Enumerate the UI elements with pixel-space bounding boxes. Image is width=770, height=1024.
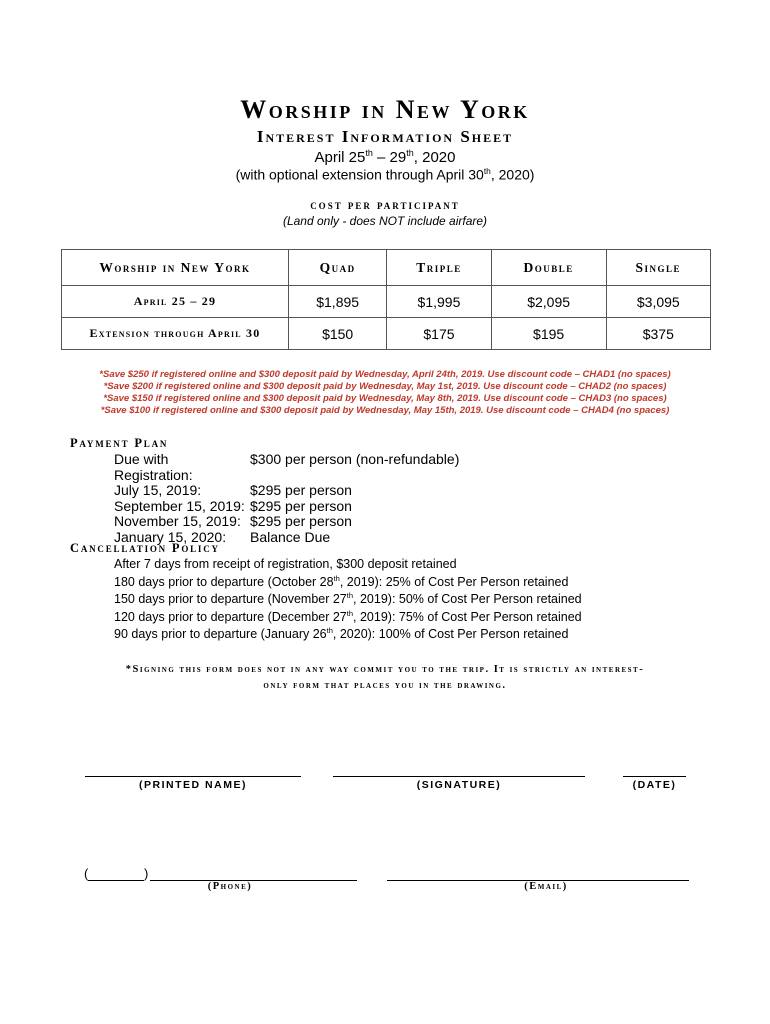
printed-name-line[interactable] (85, 776, 301, 777)
payment-date: September 15, 2019: (114, 497, 245, 514)
table-header-cell: Double (491, 250, 606, 286)
cost-heading: cost per participant (310, 198, 460, 212)
payment-plan-heading: Payment Plan (70, 436, 169, 450)
discount-note: *Save $100 if registered online and $300 deposit paid by Wednesday, May 15th, 2019. Use discount code – CHAD4 (no spaces) (100, 405, 670, 416)
email-label: (Email) (524, 881, 568, 892)
discount-note: *Save $150 if registered online and $300 deposit paid by Wednesday, May 8th, 2019. Use discount code – CHAD3 (no spaces) (103, 393, 667, 404)
policy-line: 90 days prior to departure (January 26th, 2020): 100% of Cost Per Person retained (114, 626, 569, 642)
table-row (62, 286, 711, 318)
cancellation-policy (114, 557, 582, 642)
printed-name-label: (PRINTED NAME) (139, 779, 247, 791)
payment-row (114, 499, 459, 515)
phone-label: (Phone) (207, 881, 253, 892)
discount-note: *Save $250 if registered online and $300 deposit paid by Wednesday, April 24th, 2019. Use discount code – CHAD1 (no spaces) (99, 369, 671, 380)
payment-date: January 15, 2020: (114, 528, 227, 545)
cancellation-heading: Cancellation Policy (70, 541, 220, 555)
price-cell: $3,095 (606, 286, 710, 318)
date-line[interactable] (623, 776, 686, 777)
signature-label: (SIGNATURE) (416, 779, 502, 791)
payment-plan (114, 452, 459, 545)
commitment-note-line: only form that places you in the drawing. (263, 680, 507, 691)
price-cell: $375 (606, 318, 710, 350)
discount-note: *Save $200 if registered online and $300 deposit paid by Wednesday, May 1st, 2019. Use discount code – CHAD2 (no spaces) (103, 381, 667, 392)
policy-line: 180 days prior to departure (October 28th, 2019): 25% of Cost Per Person retained (114, 573, 569, 589)
price-table (61, 249, 711, 350)
table-header-cell: Worship in New York (62, 250, 289, 286)
payment-row (114, 483, 459, 499)
signature-line[interactable] (333, 776, 585, 777)
row-label: Extension through April 30 (62, 318, 289, 350)
price-cell: $1,895 (289, 286, 387, 318)
cost-note: (Land only - does NOT include airfare) (282, 214, 488, 228)
price-cell: $195 (491, 318, 606, 350)
payment-date: November 15, 2019: (114, 513, 241, 529)
price-cell: $150 (289, 318, 387, 350)
table-header-cell: Triple (387, 250, 491, 286)
payment-date: Due with Registration: (114, 451, 193, 483)
date-label: (DATE) (632, 779, 677, 791)
discount-notes (0, 369, 770, 417)
table-header-cell: Quad (289, 250, 387, 286)
extension-note: (with optional extension through April 30th, 2020) (235, 166, 535, 183)
payment-date: July 15, 2019: (114, 482, 202, 498)
policy-line: After 7 days from receipt of registration, $300 deposit retained (114, 557, 457, 571)
table-row (62, 318, 711, 350)
row-label: April 25 – 29 (62, 286, 289, 318)
page-subtitle: Interest Information Sheet (256, 127, 514, 146)
payment-amount: Balance Due (250, 528, 331, 545)
payment-amount: $295 per person (250, 482, 352, 498)
table-header-cell: Single (606, 250, 710, 286)
payment-amount: $295 per person (250, 497, 352, 514)
page-title: Worship in New York (240, 95, 530, 124)
payment-row (114, 514, 459, 530)
payment-amount: $295 per person (250, 513, 352, 529)
price-cell: $1,995 (387, 286, 491, 318)
policy-line: 150 days prior to departure (November 27th, 2019): 50% of Cost Per Person retained (114, 591, 582, 607)
table-header-row (62, 250, 711, 286)
payment-row (114, 452, 459, 483)
price-cell: $175 (387, 318, 491, 350)
policy-line: 120 days prior to departure (December 27th, 2019): 75% of Cost Per Person retained (114, 608, 582, 624)
trip-dates: April 25th – 29th, 2020 (314, 148, 456, 166)
phone-area-code-open: ( (84, 866, 89, 881)
payment-amount: $300 per person (non-refundable) (250, 451, 460, 467)
commitment-note (60, 662, 710, 694)
price-cell: $2,095 (491, 286, 606, 318)
commitment-note-line: *Signing this form does not in any way commit you to the trip. It is strictly an interest- (125, 664, 645, 675)
phone-area-code-close: ) (144, 866, 149, 881)
